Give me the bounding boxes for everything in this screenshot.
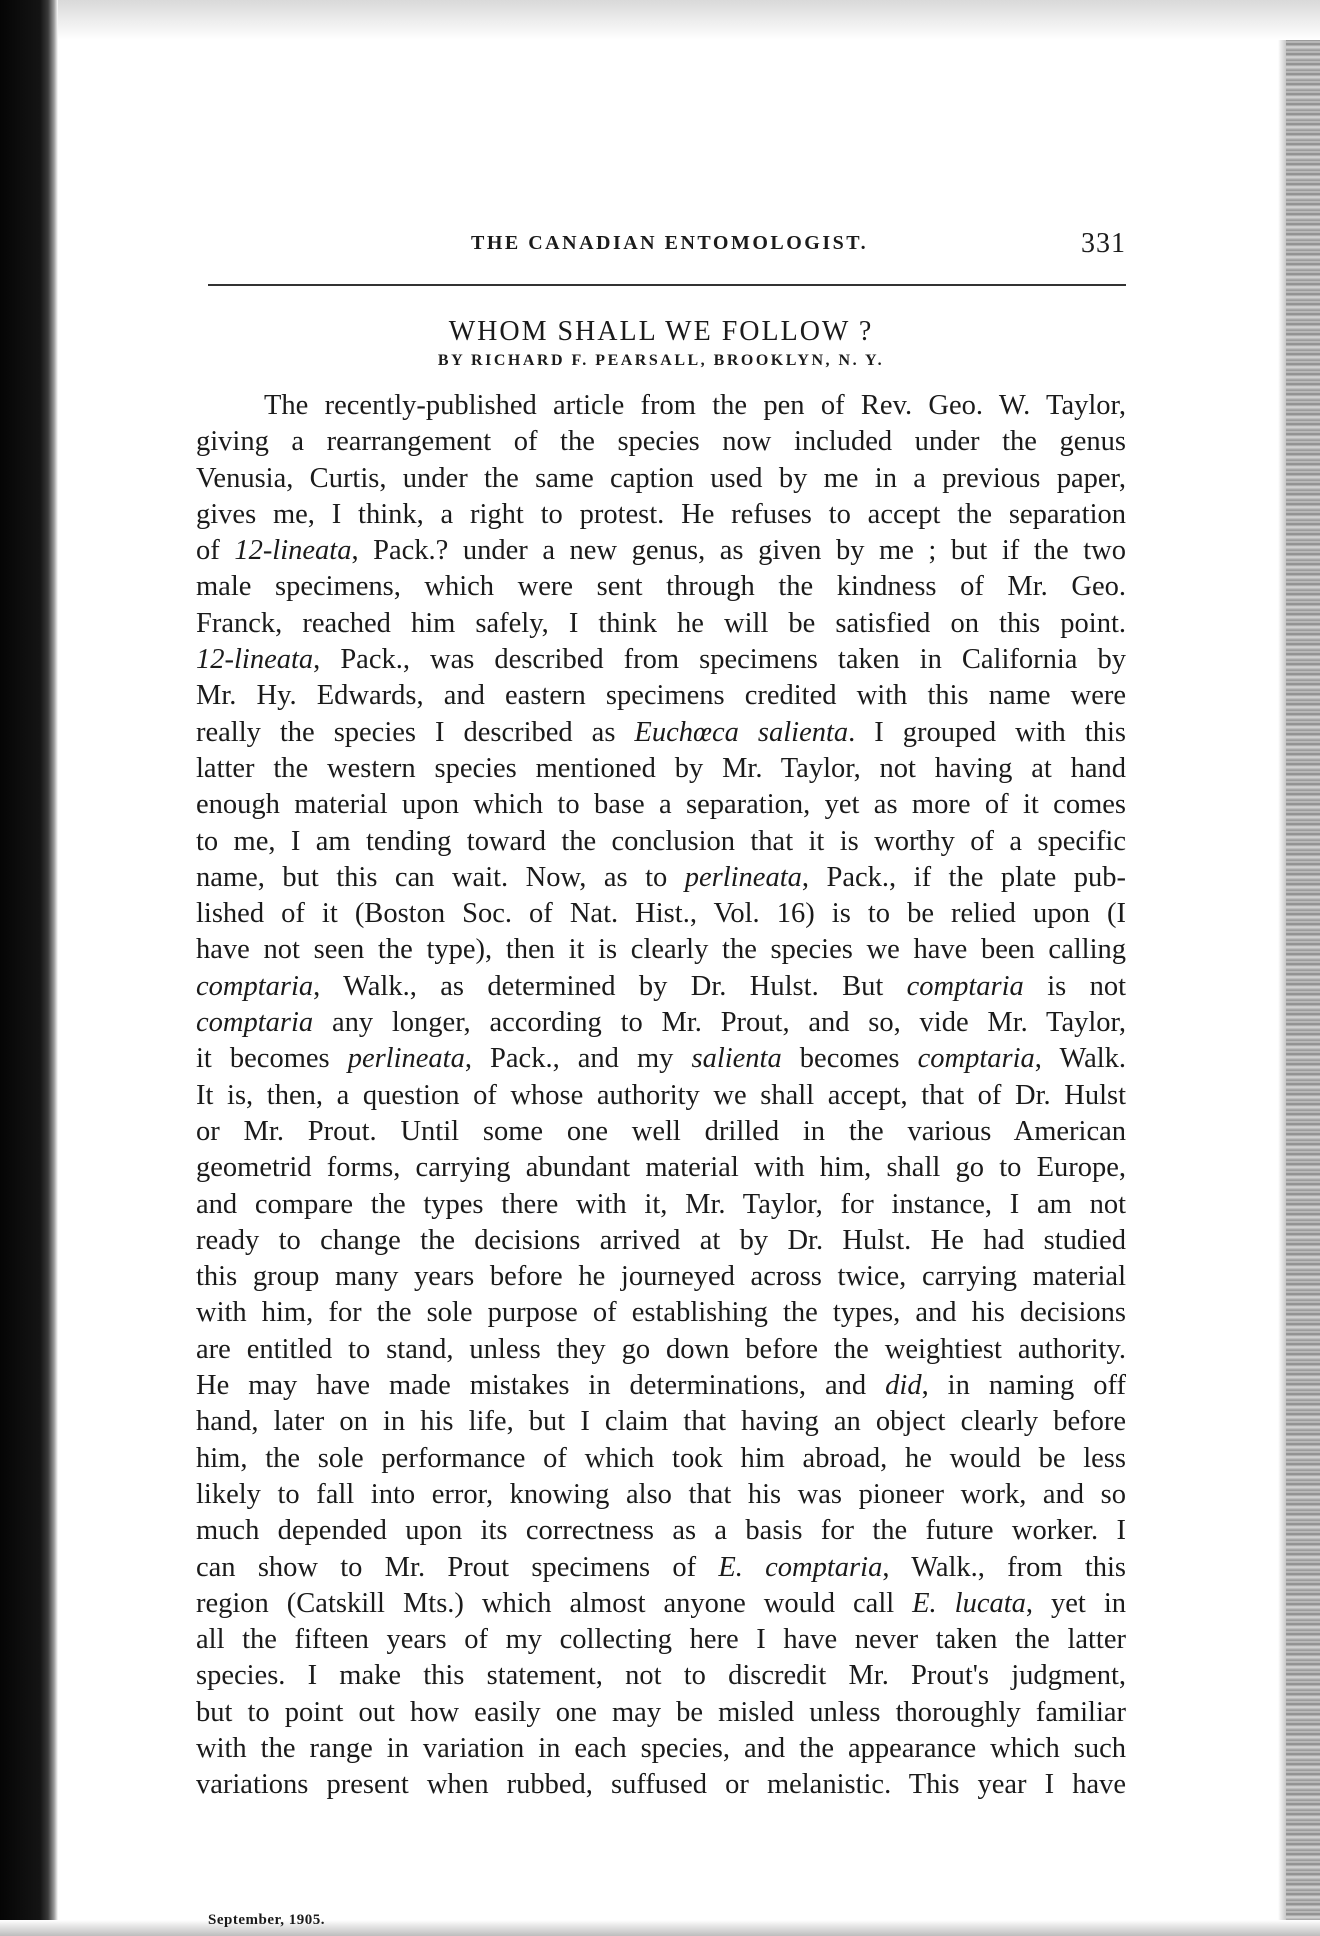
body-line: or Mr. Prout. Until some one well drilled in the various American	[196, 1115, 1126, 1147]
body-line: region (Catskill Mts.) which almost anyone would call E. lucata, yet in	[196, 1587, 1126, 1619]
article-body	[196, 388, 1126, 1804]
body-line: He may have made mistakes in determinations, and did, in naming off	[196, 1370, 1126, 1402]
body-line: hand, later on in his life, but I claim that having an object clearly before	[196, 1406, 1126, 1438]
body-line: geometrid forms, carrying abundant material with him, shall go to Europe,	[196, 1152, 1126, 1184]
issue-date: September, 1905.	[208, 1912, 326, 1928]
body-line: 12-lineata, Pack., was described from specimens taken in California by	[196, 644, 1126, 676]
body-line: The recently-published article from the pen of Rev. Geo. W. Taylor,	[264, 390, 1126, 421]
body-line: but to point out how easily one may be misled unless thoroughly familiar	[196, 1696, 1126, 1728]
journal-page	[196, 228, 1127, 1928]
body-line: Franck, reached him safely, I think he will be satisfied on this point.	[196, 607, 1126, 639]
body-line: lished of it (Boston Soc. of Nat. Hist., Vol. 16) is to be relied upon (I	[196, 898, 1126, 930]
body-line: name, but this can wait. Now, as to perlineata, Pack., if the plate pub-	[196, 861, 1126, 893]
body-line: variations present when rubbed, suffused or melanistic. This year I have	[196, 1769, 1126, 1801]
body-line: have not seen the type), then it is clearly the species we have been calling	[196, 934, 1126, 966]
body-line: can show to Mr. Prout specimens of E. comptaria, Walk., from this	[196, 1551, 1126, 1583]
body-line: likely to fall into error, knowing also that his was pioneer work, and so	[196, 1478, 1126, 1510]
body-line: latter the western species mentioned by Mr. Taylor, not having at hand	[196, 752, 1126, 784]
journal-title: THE CANADIAN ENTOMOLOGIST.	[471, 232, 869, 254]
body-line: him, the sole performance of which took him abroad, he would be less	[196, 1442, 1126, 1474]
body-line: much depended upon its correctness as a basis for the future worker. I	[196, 1515, 1126, 1547]
scan-bottom-edge	[0, 1920, 1320, 1936]
body-line: to me, I am tending toward the conclusion that it is worthy of a specific	[196, 825, 1126, 857]
body-line: it becomes perlineata, Pack., and my salienta becomes comptaria, Walk.	[196, 1043, 1127, 1075]
page-stack-edge	[1286, 40, 1320, 1920]
body-line: male specimens, which were sent through the kindness of Mr. Geo.	[196, 571, 1126, 603]
body-line: and compare the types there with it, Mr. Taylor, for instance, I am not	[196, 1188, 1126, 1220]
body-line: ready to change the decisions arrived at by Dr. Hulst. He had studied	[196, 1224, 1126, 1256]
body-line: comptaria, Walk., as determined by Dr. Hulst. But comptaria is not	[196, 970, 1126, 1002]
body-line: are entitled to stand, unless they go down before the weightiest authority.	[196, 1333, 1126, 1365]
body-line: really the species I described as Euchœca salienta. I grouped with this	[196, 716, 1126, 748]
scan-top-edge	[58, 0, 1320, 40]
body-line: It is, then, a question of whose authority we shall accept, that of Dr. Hulst	[196, 1079, 1126, 1111]
header-rule	[208, 284, 1126, 286]
body-line: species. I make this statement, not to discredit Mr. Prout's judgment,	[196, 1660, 1126, 1692]
body-line: Venusia, Curtis, under the same caption used by me in a previous paper,	[196, 462, 1126, 494]
body-line: gives me, I think, a right to protest. He refuses to accept the separation	[196, 498, 1126, 530]
body-line: with him, for the sole purpose of establishing the types, and his decisions	[196, 1297, 1126, 1329]
article-title: WHOM SHALL WE FOLLOW ?	[448, 316, 874, 347]
body-line: giving a rearrangement of the species now included under the genus	[196, 426, 1126, 458]
body-line: with the range in variation in each species, and the appearance which such	[196, 1732, 1126, 1764]
body-line: this group many years before he journeyed across twice, carrying material	[196, 1261, 1126, 1293]
body-line: Mr. Hy. Edwards, and eastern specimens credited with this name were	[196, 680, 1126, 712]
running-head	[196, 228, 1126, 268]
body-line: enough material upon which to base a separation, yet as more of it comes	[196, 789, 1126, 821]
body-line: of 12-lineata, Pack.? under a new genus, as given by me ; but if the two	[196, 535, 1126, 567]
body-line: all the fifteen years of my collecting here I have never taken the latter	[196, 1624, 1126, 1656]
book-binding-edge	[0, 0, 58, 1936]
article-byline: BY RICHARD F. PEARSALL, BROOKLYN, N. Y.	[437, 352, 885, 369]
body-line: comptaria any longer, according to Mr. Prout, and so, vide Mr. Taylor,	[196, 1007, 1126, 1039]
page-edge-shadow	[1278, 40, 1286, 1920]
page-number: 331	[1081, 228, 1126, 259]
